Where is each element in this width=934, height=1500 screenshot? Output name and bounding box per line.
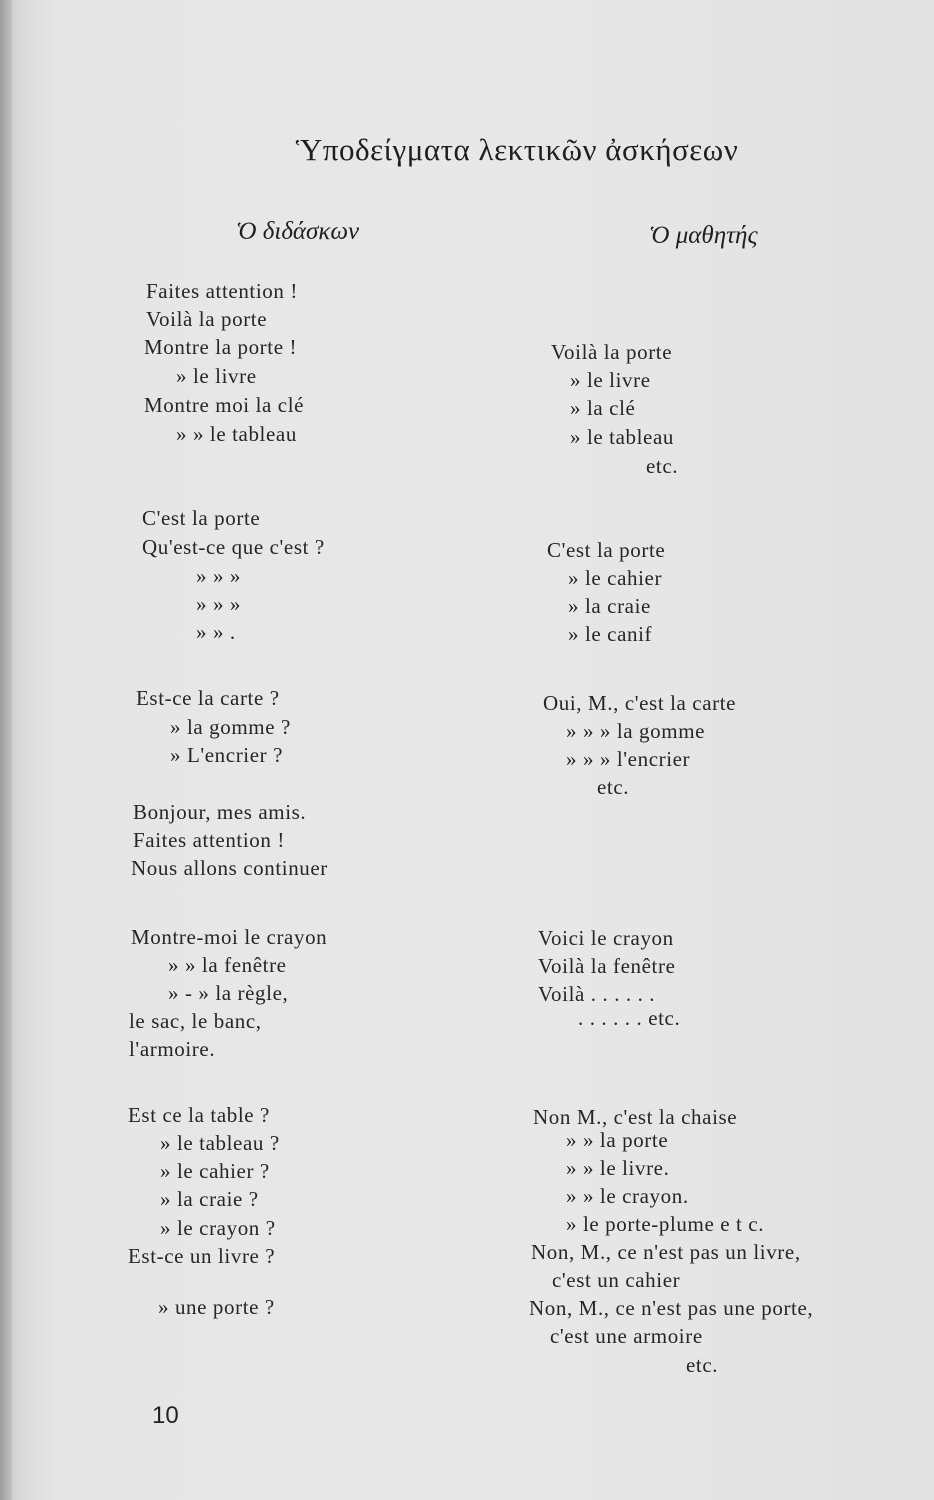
student-column-header: Ὁ μαθητής [649,222,758,249]
student-line: » le porte-plume e t c. [566,1212,765,1236]
student-line: etc. [646,454,679,478]
student-line: etc. [686,1353,719,1377]
teacher-line: Voilà la porte [146,307,268,331]
student-line: » le tableau [570,425,674,449]
student-line: » le livre [570,368,651,392]
student-line: » » » l'encrier [566,747,691,771]
student-line: » » le livre. [566,1156,670,1180]
student-line: etc. [597,775,630,799]
page-number: 10 [152,1402,179,1429]
student-line: » » » la gomme [566,719,706,743]
teacher-line: » le crayon ? [160,1216,276,1240]
teacher-line: Montre la porte ! [144,335,298,359]
student-line: » le canif [568,622,653,646]
student-line: » la clé [570,396,636,420]
teacher-line: » - » la règle, [168,981,289,1005]
student-line: Non, M., ce n'est pas une porte, [529,1296,814,1320]
student-line: » » le crayon. [566,1184,689,1208]
teacher-line: l'armoire. [129,1037,216,1061]
page-title: Ὑποδείγματα λεκτικῶν ἀσκήσεων [295,132,739,167]
student-line: Voilà . . . . . . [538,982,656,1006]
teacher-line: » le cahier ? [160,1159,270,1183]
teacher-line: » » le tableau [176,422,297,446]
student-line: Oui, M., c'est la carte [543,691,737,715]
student-line: » le cahier [568,566,663,590]
teacher-line: » la gomme ? [170,715,291,739]
student-line: c'est une armoire [550,1324,703,1348]
teacher-line: Qu'est-ce que c'est ? [142,535,325,559]
student-line: . . . . . . etc. [578,1006,681,1030]
teacher-line: Faites attention ! [146,279,298,303]
student-line: Voilà la porte [551,340,673,364]
teacher-line: Montre-moi le crayon [131,925,328,949]
teacher-line: le sac, le banc, [129,1009,262,1033]
teacher-line: Montre moi la clé [144,393,305,417]
teacher-line: » une porte ? [158,1295,275,1319]
teacher-line: » le livre [176,364,257,388]
teacher-line: Bonjour, mes amis. [133,800,307,824]
student-line: c'est un cahier [552,1268,681,1292]
teacher-line: Nous allons continuer [131,856,328,880]
teacher-line: » » la fenêtre [168,953,287,977]
teacher-line: Est-ce la carte ? [136,686,280,710]
teacher-line: » » . [196,620,236,644]
student-line: » » la porte [566,1128,669,1152]
teacher-line: » la craie ? [160,1187,259,1211]
teacher-column-header: Ὁ διδάσκων [236,218,360,245]
student-line: C'est la porte [547,538,666,562]
student-line: Non M., c'est la chaise [533,1105,738,1129]
teacher-line: » le tableau ? [160,1131,280,1155]
student-line: Voilà la fenêtre [538,954,676,978]
student-line: » la craie [568,594,651,618]
page-edge-shadow [0,0,12,1500]
teacher-line: Faites attention ! [133,828,285,852]
teacher-line: Est-ce un livre ? [128,1244,276,1268]
teacher-line: Est ce la table ? [128,1103,270,1127]
teacher-line: » » » [196,564,241,588]
teacher-line: » L'encrier ? [170,743,284,767]
teacher-line: » » » [196,592,241,616]
student-line: Voici le crayon [538,926,674,950]
teacher-line: C'est la porte [142,506,261,530]
student-line: Non, M., ce n'est pas un livre, [531,1240,801,1264]
